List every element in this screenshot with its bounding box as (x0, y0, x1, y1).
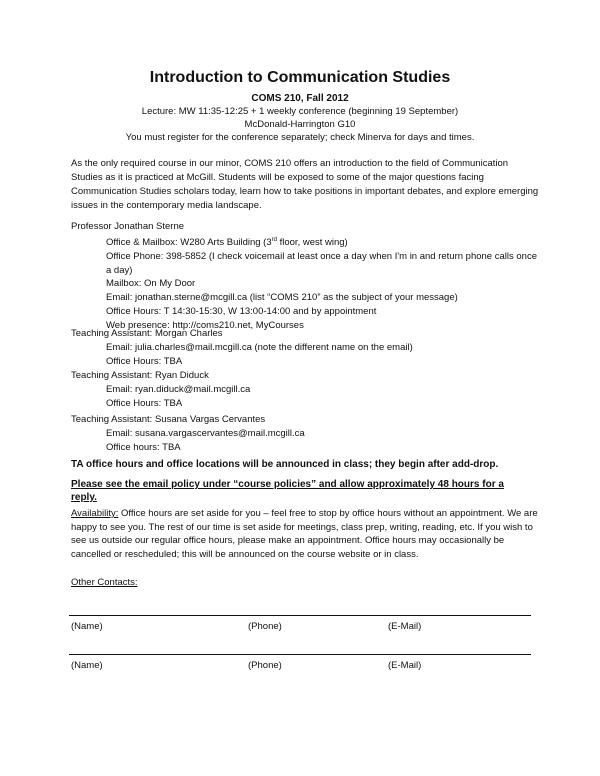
ta-hours: Office hours: TBA (106, 441, 181, 453)
professor-section (71, 220, 541, 333)
professor-mailbox: Mailbox: On My Door (106, 278, 196, 290)
availability-label: Availability: (71, 508, 119, 519)
professor-phone: Office Phone: 398-5852 (I check voicemail at least once a day when I'm in and return phone calls once a day) (106, 250, 537, 276)
ta-section-2 (71, 369, 250, 410)
ta-section-3 (71, 413, 305, 454)
availability-paragraph (71, 507, 541, 561)
professor-office: Office & Mailbox: W280 Arts Building (3rd floor, west wing) (106, 236, 348, 248)
professor-email: Email: jonathan.sterne@mcgill.ca (list “COMS 210” as the subject of your message) (106, 292, 458, 304)
contact-line (69, 654, 531, 655)
availability-text: Office hours are set aside for you – feel free to stop by office hours without an appointment. We are happy to see you. The rest of our time is set aside for meetings, class prep, writing, reading, etc. If you wish to see us outside our regular office hours, please make an appointment. Office hours may occasionally be cancelled or rescheduled; this will be announced on the course website or in class. (71, 508, 538, 560)
course-code: COMS 210, Fall 2012 (251, 93, 349, 104)
professor-web: Web presence: http://coms210.net, MyCourses (106, 319, 304, 331)
contact-name-label: (Name) (71, 621, 103, 632)
contact-phone-label: (Phone) (248, 660, 282, 671)
contact-line (69, 615, 531, 616)
ta-email: Email: susana.vargascervantes@mail.mcgill.ca (106, 427, 305, 439)
ta-name: Teaching Assistant: Morgan Charles (71, 328, 223, 339)
other-contacts-heading: Other Contacts: (71, 577, 138, 588)
email-policy-notice: Please see the email policy under “course policies” and allow approximately 48 hours for a reply. (71, 479, 504, 503)
professor-name: Professor Jonathan Sterne (71, 221, 185, 232)
contact-phone-label: (Phone) (248, 621, 282, 632)
ta-section-1 (71, 327, 413, 368)
page-title: Introduction to Communication Studies (149, 69, 451, 86)
lecture-room: McDonald-Harrington G10 (244, 119, 356, 130)
ta-email: Email: julia.charles@mail.mcgill.ca (note the different name on the email) (106, 341, 413, 353)
contact-email-label: (E-Mail) (388, 660, 422, 671)
ta-name: Teaching Assistant: Susana Vargas Cervantes (71, 414, 266, 425)
ta-email: Email: ryan.diduck@mail.mcgill.ca (106, 383, 251, 395)
lecture-schedule: Lecture: MW 11:35-12:25 + 1 weekly conference (beginning 19 September) (141, 106, 459, 117)
contact-name-label: (Name) (71, 660, 103, 671)
professor-hours: Office Hours: T 14:30-15:30, W 13:00-14:00 and by appointment (106, 305, 377, 317)
ta-name: Teaching Assistant: Ryan Diduck (71, 370, 209, 381)
ta-office-notice: TA office hours and office locations will be announced in class; they begin after add-drop. (71, 459, 499, 470)
course-intro: As the only required course in our minor, COMS 210 offers an introduction to the field of Communication Studies as it is practiced at McGill. Students will be exposed to some of the major questions facing Communication Studies scholars today, learn how to take positions in important debates, and explore emerging issues in the contemporary media landscape. (71, 158, 539, 211)
register-note: You must register for the conference separately; check Minerva for days and times. (125, 132, 475, 143)
contact-email-label: (E-Mail) (388, 621, 422, 632)
ta-hours: Office Hours: TBA (106, 397, 183, 409)
ta-hours: Office Hours: TBA (106, 355, 183, 367)
